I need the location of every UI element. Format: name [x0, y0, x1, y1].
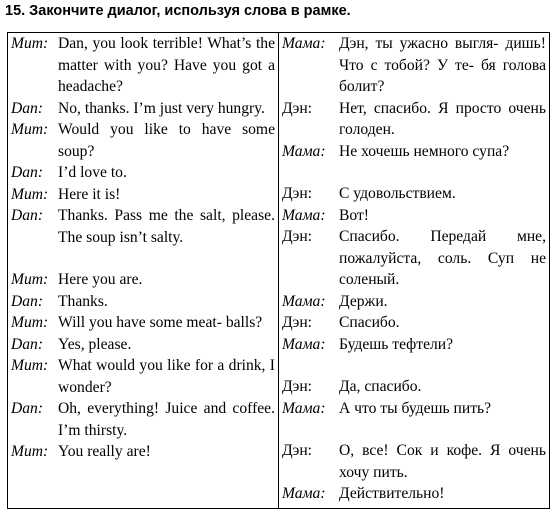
speaker-label: Mum:: [11, 185, 49, 203]
line-text: Will you have some meat- balls?: [58, 314, 263, 331]
speaker-label: Dan:: [11, 99, 44, 117]
line-text: Yes, please.: [58, 335, 132, 353]
dialogue-line: [11, 291, 275, 313]
line-text: Не хочешь немного супа?: [339, 142, 510, 160]
speaker-label: Mum:: [11, 314, 49, 331]
speaker-label: Mum:: [11, 357, 49, 374]
line-text: О, все! Сок и кофе. Я очень хочу пить.: [339, 442, 546, 481]
line-text: Держи.: [339, 292, 388, 310]
line-text: Спасибо.: [339, 314, 400, 331]
speaker-label: Дэн:: [282, 99, 313, 117]
dialogue-line: [11, 269, 275, 291]
dialogue-line: [282, 398, 546, 420]
speaker-label: Дэн:: [282, 185, 313, 202]
english-column: [8, 33, 279, 509]
speaker-label: Мама:: [282, 335, 326, 353]
russian-column: [279, 33, 550, 509]
speaker-label: Мама:: [282, 35, 326, 52]
dialogue-line: [11, 162, 275, 184]
speaker-label: Дэн:: [282, 378, 313, 395]
line-text: Нет, спасибо. Я просто очень голоден.: [339, 99, 546, 138]
speaker-label: Мама:: [282, 142, 326, 160]
line-text: Here you are.: [58, 271, 143, 288]
exercise-title: 15. Закончите диалог, используя слова в рамке.: [5, 3, 351, 19]
speaker-label: Dan:: [11, 400, 44, 417]
dialogue-line: [11, 119, 275, 162]
line-text: No, thanks. I’m just very hungry.: [58, 99, 265, 117]
dialogue-line: [11, 205, 275, 248]
dialogue-line: [11, 441, 275, 463]
speaker-label: Мама:: [282, 485, 326, 502]
speaker-label: Dan:: [11, 164, 44, 181]
dialogue-line: [11, 312, 275, 334]
line-text: Дэн, ты ужасно выгля- дишь! Что с тобой? У те- бя голова болит?: [339, 35, 546, 95]
dialogue-line: [282, 141, 546, 163]
line-text: Будешь тефтели?: [339, 335, 454, 353]
dialogue-table: [7, 32, 550, 509]
speaker-label: Дэн:: [282, 314, 313, 331]
speaker-label: Mum:: [11, 443, 49, 460]
dialogue-line: [282, 183, 546, 205]
speaker-label: Mum:: [11, 271, 49, 288]
line-text: С удовольствием.: [339, 185, 456, 202]
speaker-label: Мама:: [282, 206, 326, 224]
speaker-label: Дэн:: [282, 442, 313, 459]
speaker-label: Мама:: [282, 292, 326, 310]
dialogue-line: [11, 184, 275, 206]
dialogue-line: [282, 98, 546, 141]
dialogue-line: [282, 205, 546, 227]
dialogue-line: [282, 291, 546, 313]
dialogue-line: [11, 98, 275, 120]
dialogue-line: [11, 334, 275, 356]
dialogue-line: [282, 334, 546, 356]
dialogue-line: [282, 226, 546, 291]
line-text: Here it is!: [58, 185, 121, 203]
dialogue-line: [282, 33, 546, 98]
line-text: Вот!: [339, 206, 369, 224]
speaker-label: Dan:: [11, 292, 44, 310]
table-row: [8, 33, 550, 509]
speaker-label: Dan:: [11, 335, 44, 353]
line-text: Действительно!: [339, 485, 445, 502]
speaker-label: Dan:: [11, 207, 44, 224]
dialogue-line: [11, 398, 275, 441]
line-text: Would you like to have some soup?: [58, 121, 275, 160]
speaker-label: Дэн:: [282, 228, 313, 245]
speaker-label: Мама:: [282, 399, 326, 417]
dialogue-line: [11, 355, 275, 398]
line-text: What would you like for a drink, I wonder?: [58, 357, 275, 396]
line-text: You really are!: [58, 443, 151, 460]
dialogue-line: [282, 440, 546, 483]
dialogue-line: [282, 376, 546, 398]
line-text: I’d love to.: [58, 164, 127, 181]
dialogue-line: [282, 483, 546, 505]
speaker-label: Mum:: [11, 121, 49, 138]
speaker-label: Mum:: [11, 35, 49, 52]
line-text: А что ты будешь пить?: [339, 399, 492, 417]
line-text: Thanks.: [58, 292, 108, 310]
line-text: Спасибо. Передай мне, пожалуйста, соль. Суп не соленый.: [339, 228, 546, 288]
line-text: Thanks. Pass me the salt, please. The soup isn’t salty.: [58, 207, 275, 246]
line-text: Dan, you look terrible! What’s the matter with you? Have you got a headache?: [58, 35, 275, 95]
line-text: Да, спасибо.: [339, 378, 422, 395]
dialogue-line: [282, 312, 546, 334]
dialogue-line: [11, 33, 275, 98]
line-text: Oh, everything! Juice and coffee. I’m thirsty.: [58, 400, 275, 439]
